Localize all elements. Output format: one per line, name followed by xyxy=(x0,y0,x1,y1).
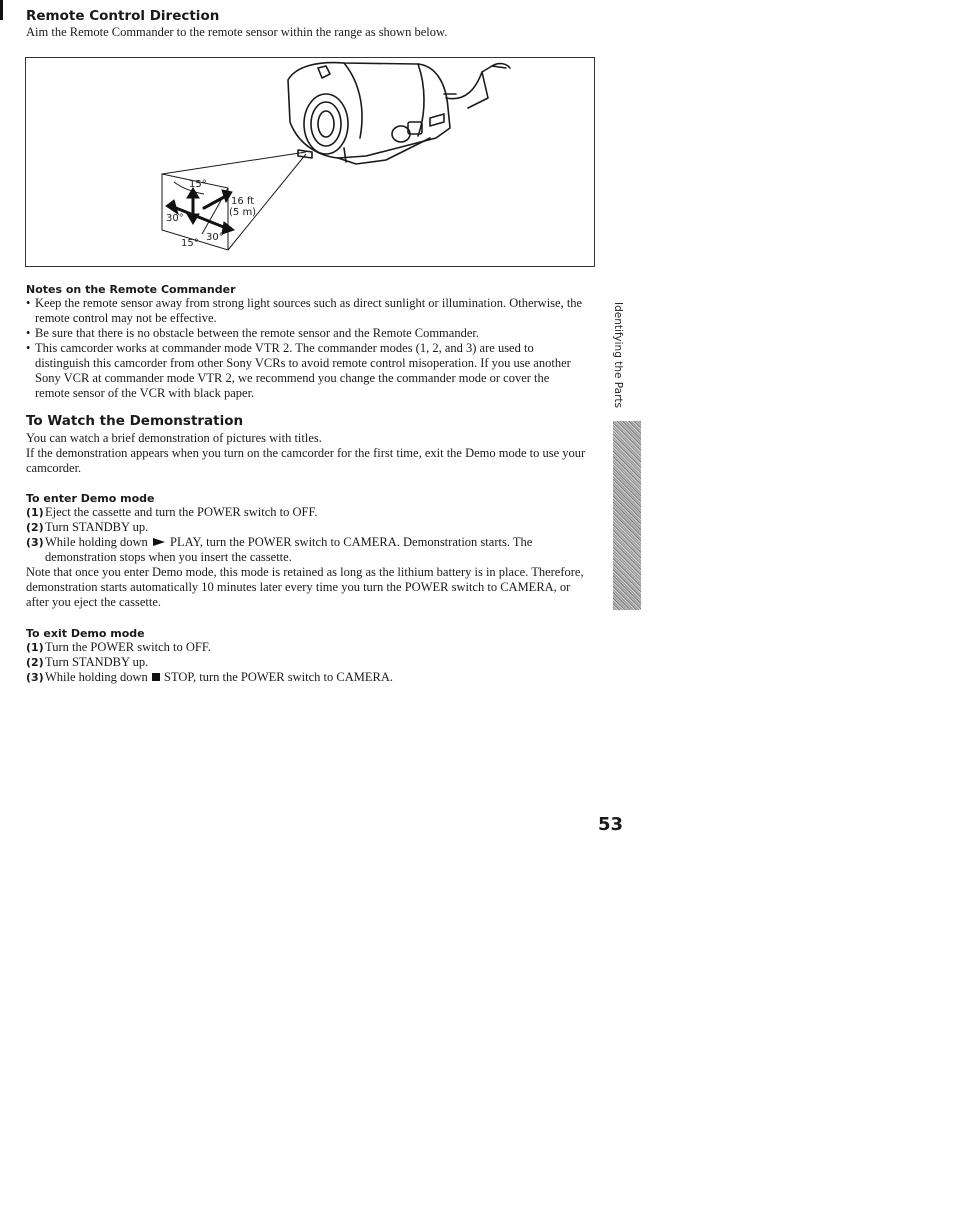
enter-demo-steps xyxy=(26,505,596,565)
remote-direction-figure xyxy=(25,57,595,267)
note-text: Keep the remote sensor away from strong light sources such as direct sunlight or illumination. Otherwise, the remote control may not be effective. xyxy=(35,296,583,325)
section-marker-bar xyxy=(613,421,641,610)
list-item xyxy=(26,670,596,685)
exit-demo-title: To exit Demo mode xyxy=(26,627,145,640)
stop-icon xyxy=(152,673,160,681)
list-item xyxy=(26,326,586,341)
note-text: This camcorder works at commander mode VTR 2. The commander modes (1, 2, and 3) are used to distinguish this camcorder from other Sony VCRs to avoid remote control misoperation. If you use another Sony VCR at commander mode VTR 2, we recommend you change the commander mode or cover the remote sensor of the VCR with black paper. xyxy=(35,341,571,400)
notes-title: Notes on the Remote Commander xyxy=(26,283,236,296)
side-tab xyxy=(611,302,627,412)
step-number: (3) xyxy=(26,536,44,549)
step-text: Turn STANDBY up. xyxy=(45,520,149,534)
step-text-post: STOP, turn the POWER switch to CAMERA. xyxy=(164,670,393,684)
step-text-post: PLAY, turn the POWER switch to CAMERA. Demonstration starts. The demonstration stops when you insert the cassette. xyxy=(45,535,533,564)
camcorder-illustration xyxy=(26,58,594,266)
step-text-pre: While holding down xyxy=(45,670,148,684)
play-icon xyxy=(153,538,165,546)
list-item xyxy=(26,535,596,565)
step-text: Eject the cassette and turn the POWER switch to OFF. xyxy=(45,505,318,519)
step-number: (1) xyxy=(26,506,44,519)
side-tab-label: Identifying the Parts xyxy=(612,302,624,408)
step-text-pre: While holding down xyxy=(45,535,148,549)
demo-intro xyxy=(26,431,591,476)
enter-demo-title: To enter Demo mode xyxy=(26,492,155,505)
section-title-demonstration: To Watch the Demonstration xyxy=(26,413,244,429)
angle-label-top: 15° xyxy=(189,179,207,190)
step-number: (1) xyxy=(26,641,44,654)
list-item xyxy=(26,640,596,655)
angle-label-bottom: 15° xyxy=(181,238,199,249)
list-item xyxy=(26,505,596,520)
step-text: Turn STANDBY up. xyxy=(45,655,149,669)
angle-label-right: 30° xyxy=(206,232,224,243)
bullet: • xyxy=(26,296,31,310)
page-number: 53 xyxy=(598,814,624,835)
notes-list xyxy=(26,296,586,401)
enter-demo-note: Note that once you enter Demo mode, this mode is retained as long as the lithium battery is in place. Therefore, demonstration starts automatically 10 minutes later every time you turn the POWER switch to CAMERA, or after you eject the cassette. xyxy=(26,565,584,609)
list-item xyxy=(26,520,596,535)
bullet: • xyxy=(26,326,31,340)
demo-intro-line-1: You can watch a brief demonstration of pictures with titles. xyxy=(26,431,322,445)
step-number: (2) xyxy=(26,521,44,534)
exit-demo-steps xyxy=(26,640,596,685)
list-item xyxy=(26,655,596,670)
section-intro: Aim the Remote Commander to the remote sensor within the range as shown below. xyxy=(26,25,448,39)
demo-intro-line-2: If the demonstration appears when you turn on the camcorder for the first time, exit the Demo mode to use your camcorder. xyxy=(26,446,586,475)
distance-feet-label: 16 ft xyxy=(231,196,255,207)
list-item xyxy=(26,341,586,401)
step-number: (3) xyxy=(26,671,44,684)
step-number: (2) xyxy=(26,656,44,669)
step-text: Turn the POWER switch to OFF. xyxy=(45,640,211,654)
list-item xyxy=(26,296,586,326)
section-title-remote-control-direction: Remote Control Direction xyxy=(26,8,220,24)
bullet: • xyxy=(26,341,31,355)
distance-meters-label: (5 m) xyxy=(229,207,257,218)
left-margin-rule xyxy=(0,0,3,20)
angle-label-left: 30° xyxy=(166,213,184,224)
note-text: Be sure that there is no obstacle between the remote sensor and the Remote Commander. xyxy=(35,326,479,340)
